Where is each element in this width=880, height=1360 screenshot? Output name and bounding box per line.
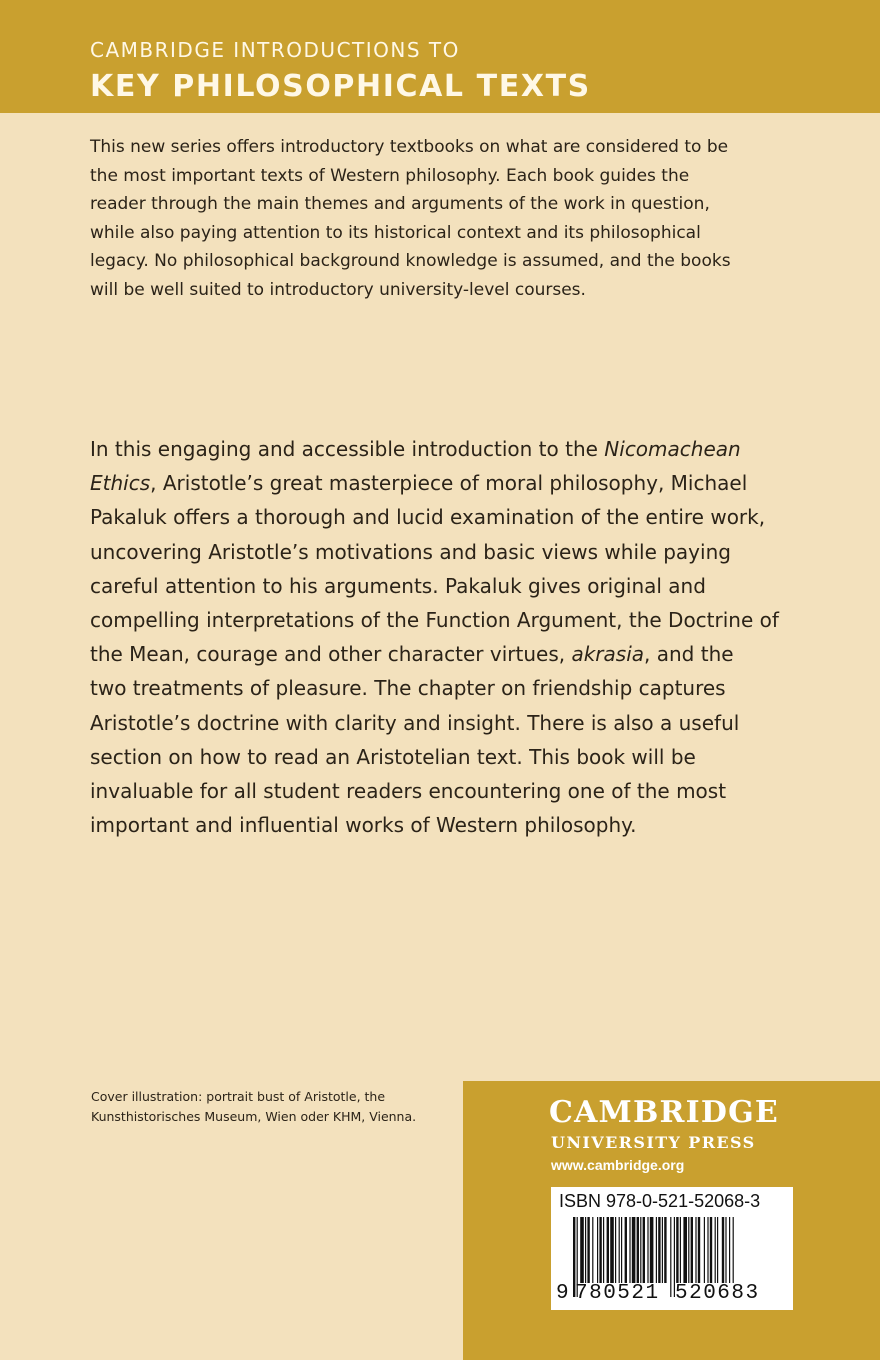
barcode-bar [650,1217,654,1283]
series-desc-line: while also paying attention to its historical context and its philosophical [90,222,701,243]
barcode-bar [640,1217,641,1283]
barcode-bar [722,1217,724,1283]
blurb-line: uncovering Aristotle’s motivations and basic views while paying [90,539,731,564]
barcode-bar [647,1217,648,1283]
barcode-bar [632,1217,636,1283]
barcode-bar [587,1217,589,1283]
blurb-line: compelling interpretations of the Function Argument, the Doctrine of [90,608,779,633]
blurb-italic-title: Nicomachean [604,437,741,461]
barcode-bar [643,1217,645,1283]
barcode-bar [680,1217,681,1283]
barcode-digits-right: 520683 [675,1282,760,1305]
blurb-line [90,637,779,671]
isbn-label: ISBN 978-0-521-52068-3 [559,1191,761,1211]
barcode-bar [733,1217,734,1283]
barcode-bar [676,1217,678,1283]
barcode-bar [592,1217,593,1283]
barcode-box [551,1187,793,1310]
barcode-bar [607,1217,609,1283]
blurb-line: invaluable for all student readers encountering one of the most [90,779,727,804]
series-title-line1: CAMBRIDGE INTRODUCTIONS TO [90,38,460,62]
barcode-bar [729,1217,730,1283]
barcode-bar [670,1217,671,1297]
barcode-bar [585,1217,586,1283]
blurb-line: important and influential works of Western philosophy. [90,813,637,838]
barcode-bar [603,1217,604,1283]
barcode-bar [599,1217,601,1283]
barcode-bar [704,1217,705,1283]
barcode-bar [597,1217,598,1283]
barcode-bar [658,1217,660,1283]
blurb-text: the Mean, courage and other character virtues, [90,642,572,667]
publisher-logo-name: CAMBRIDGE [549,1095,779,1130]
barcode-bar [695,1217,696,1283]
barcode-bar [580,1217,584,1283]
cover-credit-line: Cover illustration: portrait bust of Aristotle, the [91,1089,386,1104]
barcode-bar [637,1217,639,1283]
publisher-logo-press: UNIVERSITY PRESS [551,1133,756,1152]
barcode-bar [683,1217,687,1283]
series-desc-line: reader through the main themes and arguments of the work in question, [90,194,710,214]
barcode-bar [710,1217,712,1283]
barcode-bar [629,1217,630,1283]
header-band [0,0,880,113]
barcode-bar [625,1217,627,1283]
blurb-text: In this engaging and accessible introduction to the [90,437,605,461]
barcode-bar [691,1217,693,1283]
barcode-bar [725,1217,726,1283]
barcode-bar [688,1217,689,1283]
series-title-line2: KEY PHILOSOPHICAL TEXTS [90,69,591,104]
barcode-bar [698,1217,700,1283]
blurb-line [90,432,779,466]
blurb-line: careful attention to his arguments. Pakaluk gives original and [90,573,706,598]
barcode-bar [610,1217,614,1283]
barcode-bar [664,1217,666,1283]
series-desc-line: will be well suited to introductory university-level courses. [90,279,586,300]
blurb-line: Aristotle’s doctrine with clarity and insight. There is also a useful [90,710,740,735]
barcode-bar [656,1217,657,1283]
blurb-italic-title: Ethics [90,471,151,496]
blurb-italic-term: akrasia [571,642,645,667]
barcode-bar [621,1217,622,1283]
publisher-panel [463,1081,880,1360]
series-desc-line: the most important texts of Western philosophy. Each book guides the [90,165,690,186]
cover-credit-line: Kunsthistorisches Museum, Wien oder KHM, Vienna. [91,1109,417,1124]
cover-credit [91,1087,416,1127]
blurb-text: , and the [644,642,734,667]
barcode-bar [662,1217,663,1283]
blurb-line: Pakaluk offers a thorough and lucid examination of the entire work, [90,505,766,530]
barcode-bar [619,1217,620,1283]
blurb-line: two treatments of pleasure. The chapter on friendship captures [90,676,726,701]
barcode-digits-left: 780521 [575,1282,660,1305]
barcode-lead-digit: 9 [556,1282,571,1305]
book-blurb [90,432,779,842]
barcode-bar [715,1217,716,1283]
barcode-bar [615,1217,616,1283]
publisher-url[interactable]: www.cambridge.org [551,1157,685,1173]
series-description [90,133,731,304]
barcode-bar [707,1217,708,1283]
series-desc-line: legacy. No philosophical background knowledge is assumed, and the books [90,251,731,271]
series-desc-line: This new series offers introductory textbooks on what are considered to be [90,137,729,157]
barcode-bar [717,1217,718,1283]
blurb-line: section on how to read an Aristotelian text. This book will be [90,744,696,769]
blurb-line [90,466,779,500]
blurb-text: , Aristotle’s great masterpiece of moral philosophy, Michael [150,471,748,496]
